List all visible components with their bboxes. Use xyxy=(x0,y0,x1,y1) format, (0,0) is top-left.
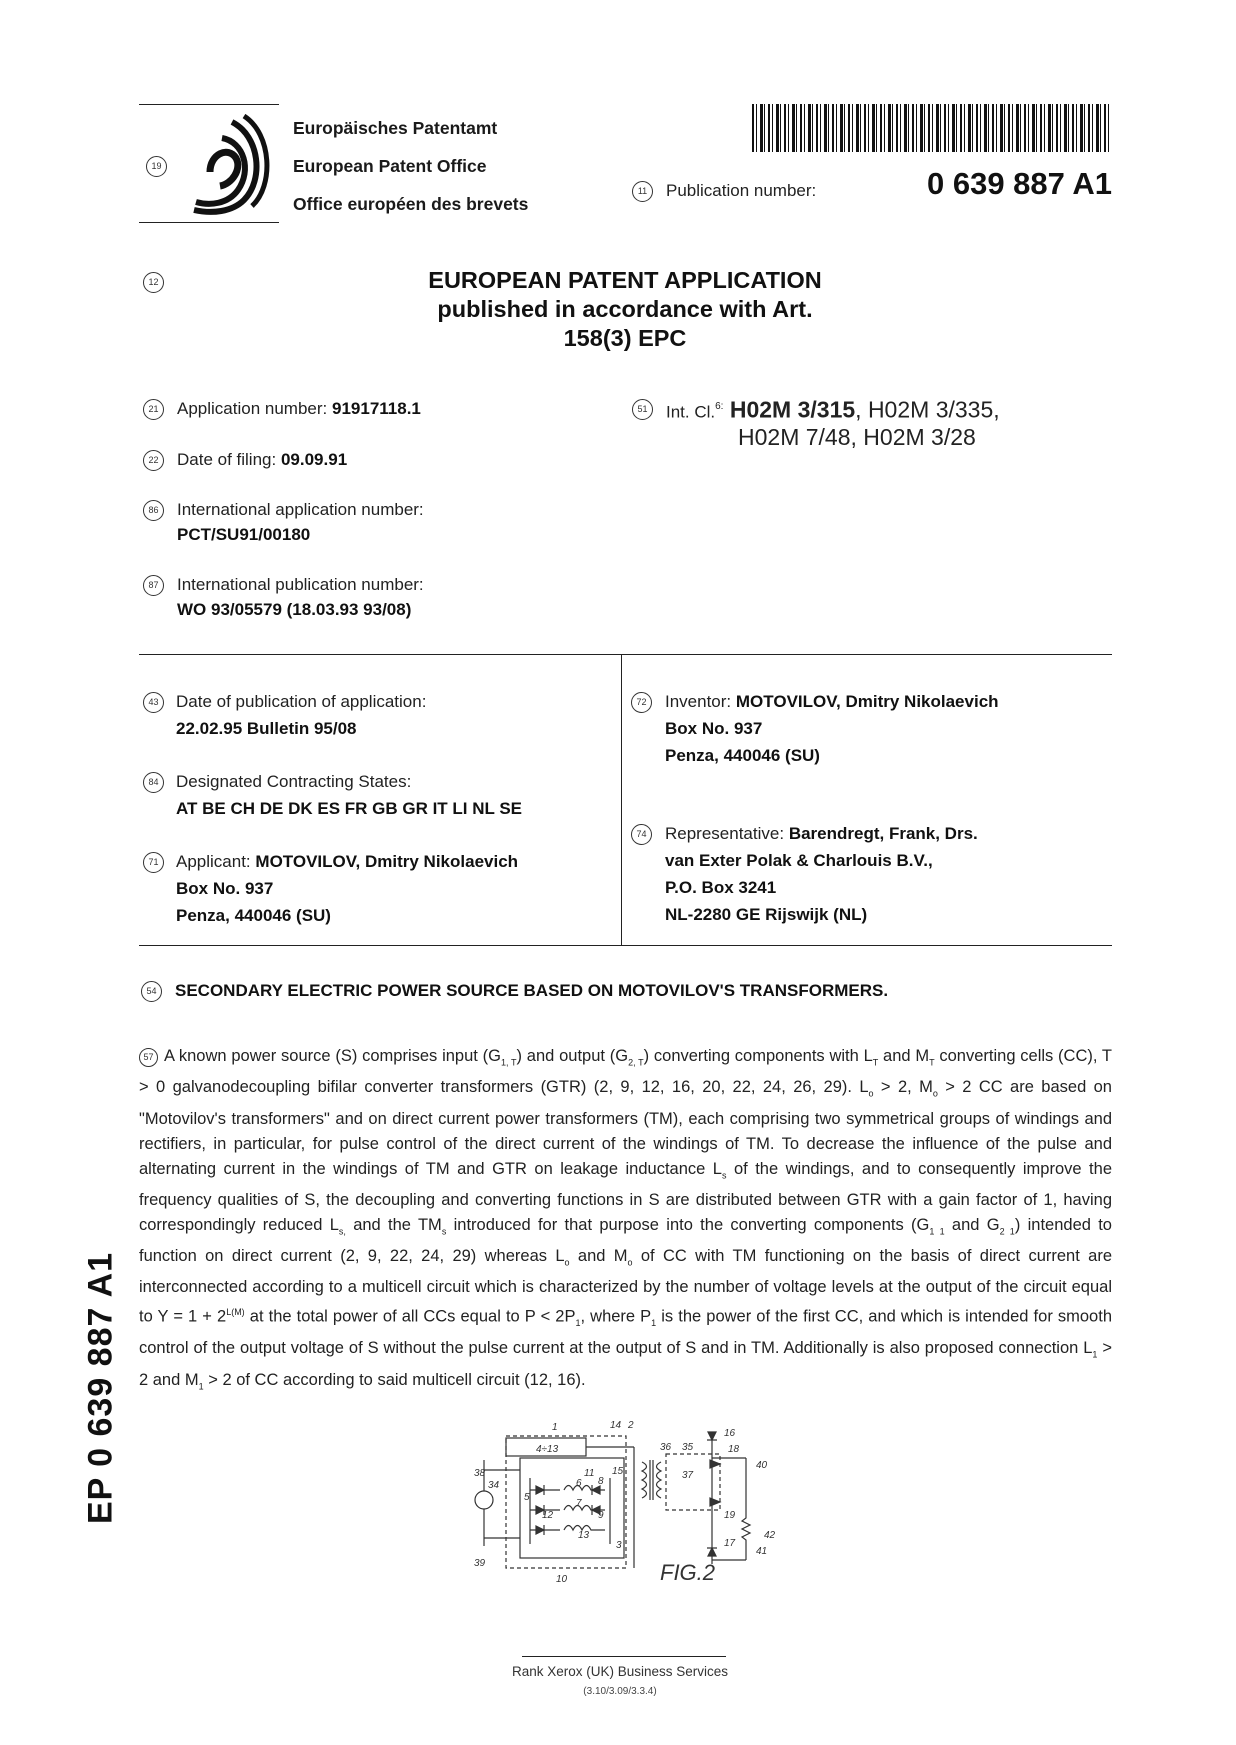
inid-code-86: 86 xyxy=(143,500,164,521)
fig-label: 17 xyxy=(724,1538,736,1549)
transformer-35 xyxy=(657,1462,662,1498)
applicant-address-2: Penza, 440046 (SU) xyxy=(176,906,331,925)
circuit-diagram-fig-2 xyxy=(466,1418,786,1602)
inid-code-22: 22 xyxy=(143,450,164,471)
fig-label: 8 xyxy=(598,1476,604,1487)
abstract-text: of CC with TM functioning on the basis of direct current are interconnected according to a multicell circuit which is characterized by the number of voltage levels at the output of the circuit equal to Y = 1 + 2 xyxy=(139,1247,1112,1326)
header-rule-bottom xyxy=(139,222,279,223)
office-name-en: European Patent Office xyxy=(293,156,487,176)
parties-divider xyxy=(621,654,622,945)
publication-date-label: Date of publication of application: xyxy=(176,692,427,711)
resistor-42 xyxy=(742,1458,750,1560)
abstract-subscript: 1 1 xyxy=(929,1226,945,1237)
fig-label: 34 xyxy=(488,1480,500,1491)
document-title xyxy=(330,266,920,353)
inid-code-71: 71 xyxy=(143,852,164,873)
abstract-subscript: T xyxy=(929,1057,935,1068)
fig-label: 14 xyxy=(610,1420,622,1431)
abstract-subscript: s, xyxy=(338,1226,346,1237)
filing-date-value: 09.09.91 xyxy=(280,450,348,469)
title-line-3: 158(3) EPC xyxy=(563,325,687,351)
application-number-value: 91917118.1 xyxy=(332,399,421,418)
abstract-subscript: 1 xyxy=(1092,1349,1098,1360)
abstract-subscript: s xyxy=(721,1169,727,1180)
fig-label: 2 xyxy=(628,1420,634,1431)
applicant-name: MOTOVILOV, Dmitry Nikolaevich xyxy=(255,852,519,871)
applicant-address-1: Box No. 937 xyxy=(176,879,274,898)
inid-code-84: 84 xyxy=(143,772,164,793)
office-name-fr: Office européen des brevets xyxy=(293,194,529,214)
intl-publication-value: WO 93/05579 (18.03.93 93/08) xyxy=(177,600,412,619)
fig-label: 9 xyxy=(598,1510,604,1521)
representative-address-1: van Exter Polak & Charlouis B.V., xyxy=(665,851,933,870)
inventor-label: Inventor: xyxy=(665,692,732,711)
fig-label: 40 xyxy=(756,1460,768,1471)
abstract-text: A known power source (S) comprises input (G xyxy=(164,1047,501,1065)
title-line-2: published in accordance with Art. xyxy=(437,296,813,322)
ipc-line-2: H02M 7/48, H02M 3/28 xyxy=(738,424,976,450)
abstract-text: ) and output (G xyxy=(516,1047,629,1065)
inventor-address-2: Penza, 440046 (SU) xyxy=(665,746,820,765)
abstract-text: of the windings, and to consequently improve the frequency qualities of S, the decoupling and converting functions in S are distributed between GTR with a gain factor of 1, having correspondingly reduced L xyxy=(139,1159,1112,1234)
intl-application-label: International application number: xyxy=(177,500,424,519)
inid-code-11: 11 xyxy=(632,181,653,202)
barcode xyxy=(752,104,1112,152)
diode-17 xyxy=(707,1548,717,1556)
footer-printer: Rank Xerox (UK) Business Services xyxy=(511,1664,729,1679)
abstract-subscript: o xyxy=(868,1088,874,1099)
parties-rule-top xyxy=(139,654,1112,655)
abstract-text: > 2 CC are based on "Motovilov's transformers" and on direct current power transformers (TM), each comprising two symmetrical groups of windings and rectifiers, in particular, for pulse control of the direct current of the windings of TM. To decrease the influence of the pulse and alternating current in the windings of TM and GTR on leakage inductance L xyxy=(139,1078,1112,1178)
fig-label: 39 xyxy=(474,1558,486,1569)
fig-label: 7 xyxy=(576,1498,582,1509)
invention-title: SECONDARY ELECTRIC POWER SOURCE BASED ON MOTOVILOV'S TRANSFORMERS. xyxy=(175,981,889,1000)
filing-date-label: Date of filing: xyxy=(177,450,277,469)
transformer-36 xyxy=(642,1462,647,1498)
fig-label: 19 xyxy=(724,1510,736,1521)
abstract-text: and M xyxy=(569,1247,628,1266)
figure-caption: FIG.2 xyxy=(660,1560,716,1585)
abstract-subscript: 2 1 xyxy=(999,1226,1015,1237)
abstract-text: > 2 of CC according to said multicell circuit (12, 16). xyxy=(203,1370,586,1389)
ipc-main: H02M 3/315 xyxy=(729,396,856,423)
diode-5 xyxy=(536,1485,544,1495)
office-name-de: Europäisches Patentamt xyxy=(293,118,498,138)
application-number-label: Application number: xyxy=(177,399,328,418)
parties-rule-bottom xyxy=(139,945,1112,946)
fig-label: 3 xyxy=(616,1540,622,1551)
abstract-text: , where P xyxy=(580,1307,652,1326)
fig-label: 37 xyxy=(682,1470,694,1481)
fig-label: 16 xyxy=(724,1428,736,1439)
abstract-text: and M xyxy=(878,1047,930,1065)
ipc-edition: 6: xyxy=(715,401,724,412)
inid-code-51: 51 xyxy=(632,399,653,420)
inventor-address-1: Box No. 937 xyxy=(665,719,763,738)
fig-label: 36 xyxy=(660,1442,672,1453)
abstract-subscript: s xyxy=(441,1226,447,1237)
representative-address-2: P.O. Box 3241 xyxy=(665,878,777,897)
diode-18 xyxy=(710,1460,720,1468)
ipc-rest: , H02M 3/335, xyxy=(855,396,1000,423)
fig-label: 5 xyxy=(524,1492,530,1503)
fig-label: 18 xyxy=(728,1444,740,1455)
filing-date xyxy=(177,448,347,472)
abstract xyxy=(139,1044,1112,1399)
fig-label: 35 xyxy=(682,1442,694,1453)
inid-code-54: 54 xyxy=(141,981,162,1002)
side-publication-number: EP 0 639 887 A1 xyxy=(81,1251,120,1525)
abstract-text: > 2, M xyxy=(873,1078,933,1097)
abstract-text: ) intended to function on direct current (2, 9, 22, 24, 29) whereas L xyxy=(139,1215,1112,1266)
publication-date-value: 22.02.95 Bulletin 95/08 xyxy=(176,719,357,738)
representative-name: Barendregt, Frank, Drs. xyxy=(788,824,978,843)
fig-label: 38 xyxy=(474,1468,486,1479)
publication-number-label: Publication number: xyxy=(666,181,817,200)
abstract-text: and G xyxy=(944,1215,1000,1234)
intl-application-value: PCT/SU91/00180 xyxy=(177,525,311,544)
inid-code-21: 21 xyxy=(143,399,164,420)
abstract-text: and the TM xyxy=(345,1215,442,1234)
fig-label: 15 xyxy=(612,1466,624,1477)
abstract-text: introduced for that purpose into the converting components (G xyxy=(446,1215,930,1234)
abstract-text: converting cells (CC), T > 0 galvanodecoupling bifilar converter transformers (GTR) (2, 9, 12, 16, 20, 22, 24, 26, 29). L xyxy=(139,1047,1113,1097)
epo-logo xyxy=(188,114,272,216)
publication-number: 0 639 887 A1 xyxy=(926,166,1112,201)
fig-label: 12 xyxy=(542,1510,554,1521)
fig-label: 11 xyxy=(584,1468,595,1479)
inid-code-43: 43 xyxy=(143,692,164,713)
representative-label: Representative: xyxy=(665,824,785,843)
header-rule-top xyxy=(139,104,279,105)
abstract-subscript: T xyxy=(872,1057,879,1068)
abstract-text: > 2 and M xyxy=(139,1339,1112,1389)
fig-label: 41 xyxy=(756,1546,768,1557)
diode-16 xyxy=(707,1432,717,1440)
abstract-subscript: o xyxy=(932,1088,938,1099)
abstract-text: at the total power of all CCs equal to P < 2P xyxy=(244,1307,576,1326)
designated-states-label: Designated Contracting States: xyxy=(176,772,412,791)
inid-code-19: 19 xyxy=(146,156,167,177)
title-line-1: EUROPEAN PATENT APPLICATION xyxy=(428,267,822,293)
inventor-name: MOTOVILOV, Dmitry Nikolaevich xyxy=(735,692,999,711)
abstract-text: is the power of the first CC, and which is intended for smooth control of the output voltage of S without the pulse current at the output of S and in TM. Additionally is also proposed connection L xyxy=(139,1307,1112,1358)
fig-label: 13 xyxy=(578,1530,590,1541)
footer-code: (3.10/3.09/3.3.4) xyxy=(583,1686,657,1697)
abstract-subscript: 1 xyxy=(651,1318,657,1329)
intl-publication-label: International publication number: xyxy=(177,575,424,594)
designated-states-value: AT BE CH DE DK ES FR GB GR IT LI NL SE xyxy=(176,799,523,818)
inid-code-87: 87 xyxy=(143,575,164,596)
application-number xyxy=(177,397,421,421)
fig-label: 4÷13 xyxy=(536,1444,559,1455)
abstract-text: ) converting components with L xyxy=(643,1047,873,1065)
fig-label: 10 xyxy=(556,1574,568,1585)
diode-11 xyxy=(536,1525,544,1535)
inventor xyxy=(665,690,999,714)
diode-19 xyxy=(710,1498,720,1506)
fig-label: 42 xyxy=(764,1530,776,1541)
abstract-subscript: o xyxy=(627,1257,633,1268)
inid-code-12: 12 xyxy=(143,272,164,293)
abstract-subscript: 2, T xyxy=(628,1057,644,1068)
inid-code-72: 72 xyxy=(631,692,652,713)
abstract-subscript: 1 xyxy=(575,1318,581,1329)
footer-rule xyxy=(522,1656,726,1657)
abstract-subscript: 1, T xyxy=(500,1057,517,1068)
fig-label: 6 xyxy=(576,1478,582,1489)
abstract-subscript: o xyxy=(564,1257,570,1268)
abstract-superscript: L(M) xyxy=(226,1307,245,1318)
ipc-label: Int. Cl. xyxy=(666,402,716,422)
applicant-label: Applicant: xyxy=(176,852,251,871)
abstract-subscript: 1 xyxy=(198,1380,204,1391)
fig-label: 1 xyxy=(552,1422,558,1433)
representative xyxy=(665,822,978,846)
input-source-34 xyxy=(475,1491,493,1509)
inid-code-57: 57 xyxy=(139,1048,158,1067)
applicant xyxy=(176,850,518,874)
inid-code-74: 74 xyxy=(631,824,652,845)
representative-address-3: NL-2280 GE Rijswijk (NL) xyxy=(665,905,868,924)
